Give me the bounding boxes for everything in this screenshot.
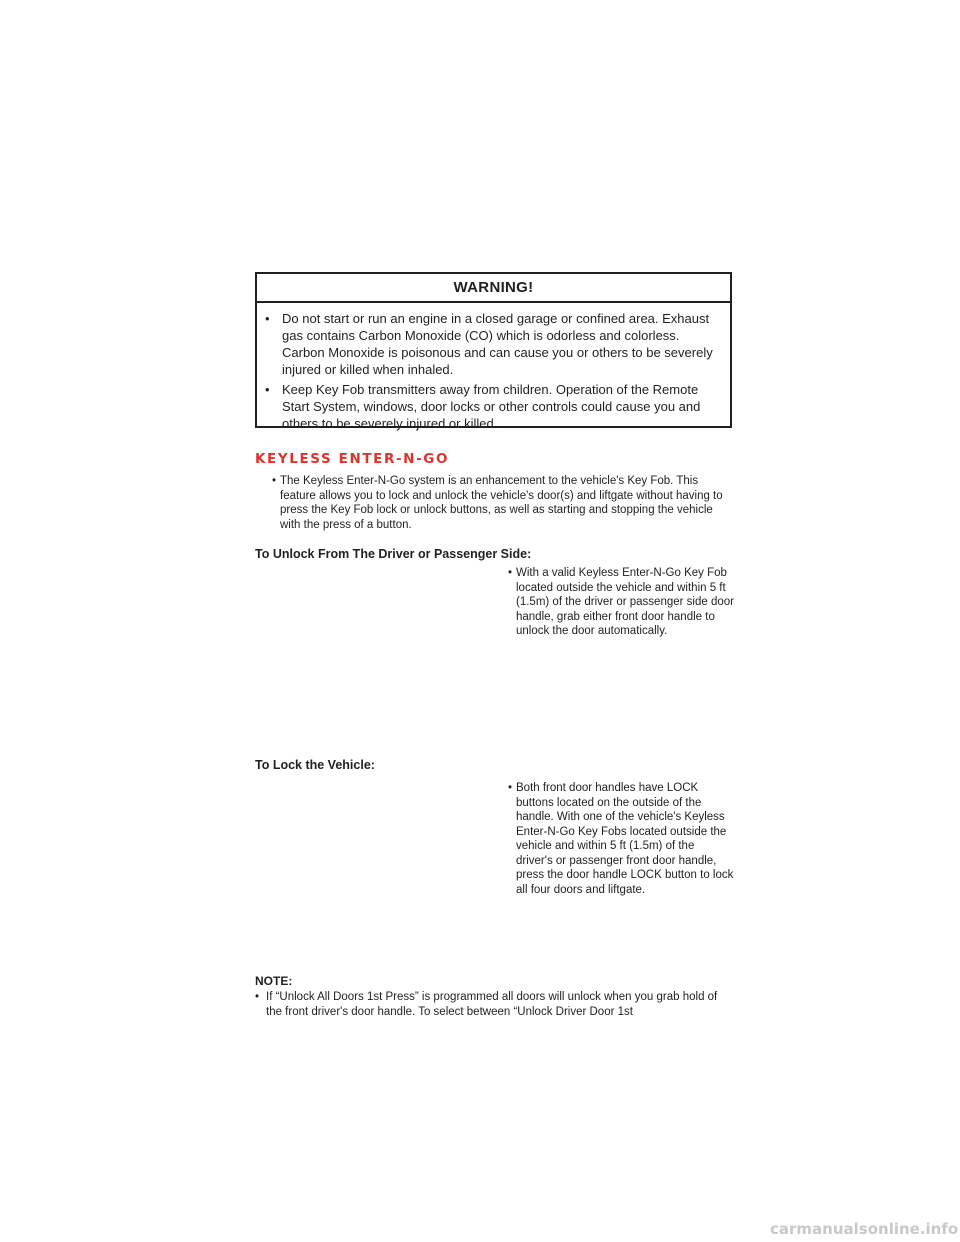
bullet-icon: • [255, 991, 260, 1003]
bullet-icon: • [272, 475, 277, 487]
warning-box [255, 272, 732, 431]
warning-item [265, 381, 724, 432]
unlock-text: With a valid Keyless Enter-N-Go Key Fob located outside the vehicle and within 5 ft (1.5m) of the driver or passenger side door handle, grab either front door handle to unlock the door automatically. [516, 567, 734, 637]
lock-heading: To Lock the Vehicle: [255, 758, 375, 772]
intro-list [272, 474, 732, 532]
intro-item [272, 474, 732, 532]
unlock-item [508, 566, 734, 639]
bullet-icon: • [265, 382, 270, 397]
note-list [255, 990, 735, 1020]
bullet-icon: • [508, 567, 513, 579]
lock-list [508, 781, 734, 897]
warning-item [265, 310, 724, 378]
note-label: NOTE: [255, 974, 293, 988]
warning-list [257, 303, 730, 432]
bullet-icon: • [265, 311, 270, 326]
bullet-icon: • [508, 782, 513, 794]
unlock-heading: To Unlock From The Driver or Passenger Side: [255, 547, 532, 561]
warning-item-text: Keep Key Fob transmitters away from children. Operation of the Remote Start System, windows, door locks or other controls could cause you and others to be severely injured or killed. [282, 382, 701, 431]
lock-text: Both front door handles have LOCK buttons located on the outside of the handle. With one of the vehicle's Keyless Enter-N-Go Key Fobs located outside the vehicle and within 5 ft (1.5m) of the driver's or passenger front door handle, press the door handle LOCK button to lock all four doors and liftgate. [516, 782, 734, 896]
lock-item [508, 781, 734, 897]
intro-text: The Keyless Enter-N-Go system is an enhancement to the vehicle's Key Fob. This feature allows you to lock and unlock the vehicle's door(s) and liftgate without having to press the Key Fob lock or unlock buttons, as well as starting and stopping the vehicle with the press of a button. [280, 475, 723, 531]
warning-title: WARNING! [257, 274, 730, 303]
note-item [255, 990, 735, 1020]
warning-item-text: Do not start or run an engine in a closed garage or confined area. Exhaust gas contains Carbon Monoxide (CO) which is odorless and colorless. Carbon Monoxide is poisonous and can cause you or others to be severely injured or killed when inhaled. [282, 311, 713, 377]
unlock-list [508, 566, 734, 639]
note-text: If “Unlock All Doors 1st Press” is programmed all doors will unlock when you grab hold of the front driver's door handle. To select between “Unlock Driver Door 1st [266, 991, 718, 1018]
watermark: carmanualsonline.info [770, 1220, 959, 1238]
section-heading: KEYLESS ENTER-N-GO [255, 451, 450, 467]
